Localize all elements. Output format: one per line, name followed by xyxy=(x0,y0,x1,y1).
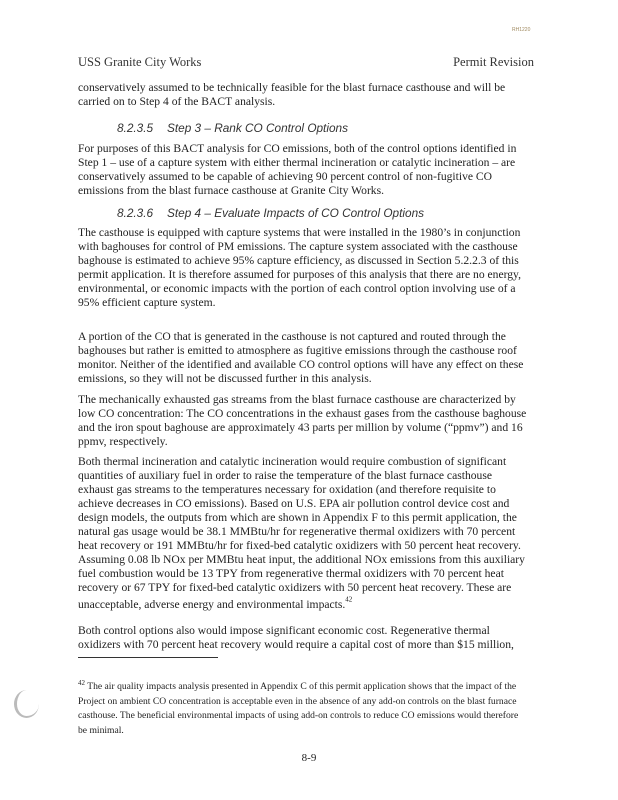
text-line: emissions from the blast furnace casthouse at Granite City Works. xyxy=(78,184,385,197)
text-line: environmental, or economic impacts with the portion of each control option involving use of a xyxy=(78,282,516,295)
footnote xyxy=(78,680,548,738)
text-line: natural gas usage would be 38.1 MMBtu/hr for regenerative thermal oxidizers with 70 percent xyxy=(78,525,516,538)
text-line: Both thermal incineration and catalytic incineration would require combustion of significant xyxy=(78,455,507,468)
text-line: emissions, so they will not be discussed further in this analysis. xyxy=(78,372,372,385)
text-line: Assuming 0.08 lb NOx per MMBtu heat input, the additional NOx emissions from this auxiliary xyxy=(78,553,525,566)
text-line: monitor. Neither of the identified and available CO control options will have any effect on these xyxy=(78,358,524,371)
text-line: ppmv, respectively. xyxy=(78,435,168,448)
paragraph-economic-cost xyxy=(78,624,548,652)
footnote-marker: 42 xyxy=(78,678,85,687)
text-line: A portion of the CO that is generated in the casthouse is not captured and routed through the xyxy=(78,330,506,343)
text-line: conservatively assumed to be capable of achieving 90 percent control of non-fugitive CO xyxy=(78,170,493,183)
text-line: heat recovery or 191 MMBtu/hr for fixed-bed catalytic oxidizers with 50 percent heat recovery. xyxy=(78,539,521,552)
section-title: Step 4 – Evaluate Impacts of CO Control Options xyxy=(167,206,425,220)
footnote-text: The air quality impacts analysis presented in Appendix C of this permit application shows that the impact of the xyxy=(87,681,517,692)
text-line: The mechanically exhausted gas streams from the blast furnace casthouse are characterized by xyxy=(78,393,516,406)
footnote-line: be minimal. xyxy=(78,724,124,736)
footnote-reference[interactable]: 42 xyxy=(345,595,353,604)
scan-mark-icon xyxy=(14,690,39,718)
text-line: baghouse is estimated to achieve 95% capture efficiency, as discussed in Section 5.2.2.3 of this xyxy=(78,254,519,267)
section-title: Step 3 – Rank CO Control Options xyxy=(167,121,348,135)
text-line: baghouses but rather is emitted to atmosphere as fugitive emissions through the casthouse roof xyxy=(78,344,517,357)
text-line: oxidizers with 70 percent heat recovery would require a capital cost of more than $15 million, xyxy=(78,638,514,651)
text-line: and the iron spout baghouse are approximately 43 parts per million by volume (“ppmv”) and 16 xyxy=(78,421,523,434)
text-line: 95% efficient capture system. xyxy=(78,296,216,309)
section-heading-8-2-3-6 xyxy=(117,206,424,220)
paragraph-step3 xyxy=(78,142,548,198)
text-line: Both control options also would impose significant economic cost. Regenerative thermal xyxy=(78,624,490,637)
text-line: For purposes of this BACT analysis for CO emissions, both of the control options identified in xyxy=(78,142,517,155)
text-line: recovery or 67 TPY for fixed-bed catalytic oxidizers with 50 percent heat recovery. These are xyxy=(78,581,512,594)
paragraph-continuation xyxy=(78,81,548,109)
paragraph-auxiliary-fuel xyxy=(78,455,548,613)
header-left: USS Granite City Works xyxy=(78,55,202,69)
section-heading-8-2-3-5 xyxy=(117,121,348,135)
text-line: fuel combustion would be 13 TPY from regenerative thermal oxidizers with 70 percent heat xyxy=(78,567,504,580)
text-line: achieve decreases in CO emissions). Based on U.S. EPA air pollution control device cost and xyxy=(78,497,510,510)
text-line: permit application. It is therefore assumed for purposes of this analysis that there are no energy, xyxy=(78,268,522,281)
page-number: 8-9 xyxy=(301,752,317,764)
text-line: low CO concentration: The CO concentrations in the exhaust gases from the casthouse baghouse xyxy=(78,407,527,420)
text-line: Step 1 – use of a capture system with either thermal incineration or catalytic incineration – are xyxy=(78,156,516,169)
paragraph-capture-systems xyxy=(78,226,548,310)
text-line: design models, the outputs from which are shown in Appendix F to this permit application, the xyxy=(78,511,517,524)
paragraph-low-concentration xyxy=(78,393,548,449)
section-number: 8.2.3.5 xyxy=(117,121,154,135)
footnote-line: Project on ambient CO concentration is acceptable even in the absence of any add-on controls on the blast furnace xyxy=(78,695,517,707)
section-number: 8.2.3.6 xyxy=(117,206,154,220)
text-line: conservatively assumed to be technically feasible for the blast furnace casthouse and will be xyxy=(78,81,506,94)
header-right: Permit Revision xyxy=(453,55,534,69)
paragraph-fugitive xyxy=(78,330,548,386)
footnote-line: casthouse. The beneficial environmental impacts of using add-on controls to reduce CO emissions would therefore xyxy=(78,710,519,721)
text-line: unacceptable, adverse energy and environmental impacts. xyxy=(78,598,346,611)
text-line: carried on to Step 4 of the BACT analysis. xyxy=(78,95,276,108)
footnote-line xyxy=(78,680,548,695)
text-line: The casthouse is equipped with capture systems that were installed in the 1980’s in conjunction xyxy=(78,226,521,239)
footnote-divider xyxy=(78,657,218,658)
text-line: exhaust gas streams to the temperatures necessary for oxidation (and therefore requisite to xyxy=(78,483,496,496)
text-line: quantities of auxiliary fuel in order to raise the temperature of the blast furnace casthouse xyxy=(78,469,492,482)
text-line: with baghouses for control of PM emissions. The capture system associated with the casthouse xyxy=(78,240,518,253)
document-stamp: RH1220 xyxy=(512,27,531,33)
